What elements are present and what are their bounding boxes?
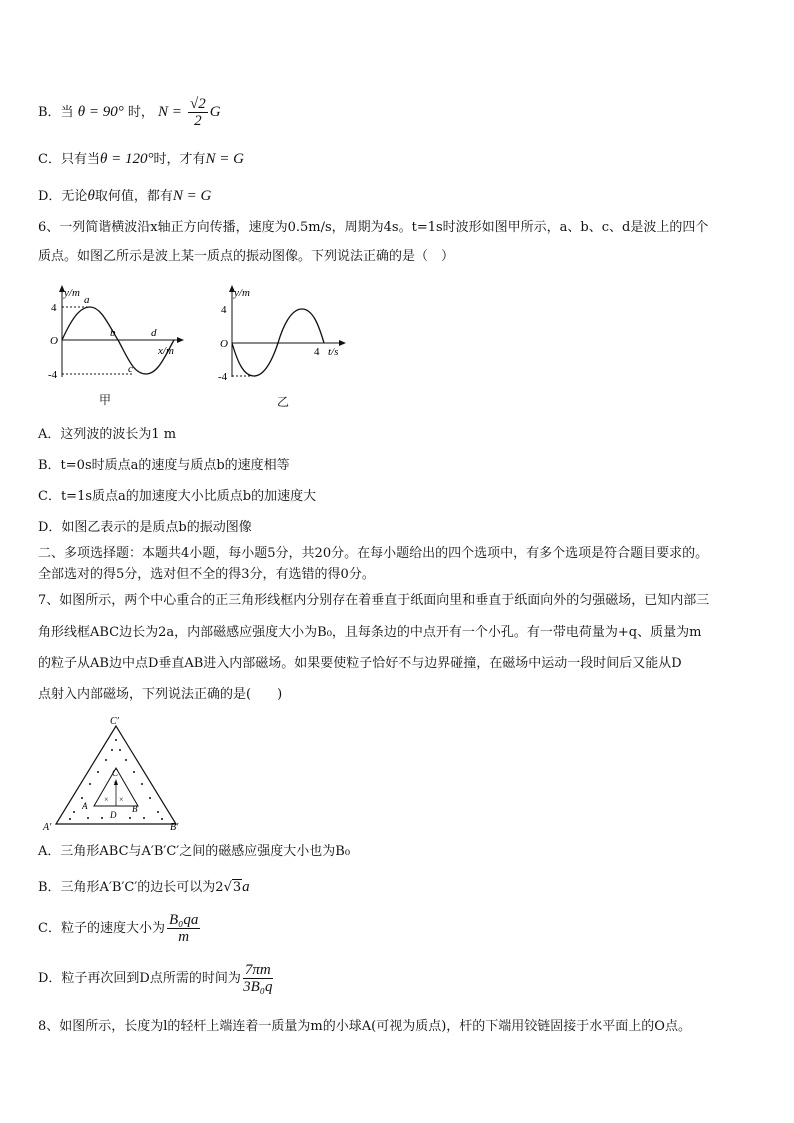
q6-graph-yi	[210, 282, 360, 382]
q7-optd-prefix: D．粒子再次回到D点所需的时间为	[38, 971, 241, 986]
q6-option-c: C．t=1s质点a的加速度大小比质点b的加速度大	[38, 489, 317, 504]
q5-option-c	[38, 150, 244, 169]
q7-stem-line3: 的粒子从AB边中点D垂直AB进入内部磁场。如果要使粒子恰好不与边界碰撞，在磁场中运动一段时间后又能从D	[38, 656, 682, 671]
q7-optb-tail: a	[242, 879, 250, 895]
q7-optb-radicand: 3	[232, 880, 242, 895]
q7-optc-prefix: C．粒子的速度大小为	[38, 921, 165, 936]
jia-xlabel: x/m	[158, 345, 174, 357]
jia-ytick-top: 4	[51, 302, 57, 314]
svg-text:×: ×	[119, 795, 124, 804]
jia-caption: 甲	[99, 393, 112, 407]
label-b: B	[132, 804, 138, 814]
q7-stem-line1: 7、如图所示，两个中心重合的正三角形线框内分别存在着垂直于纸面向里和垂直于纸面向外的匀强磁场，已知内部三	[38, 593, 710, 608]
label-c-prime: C′	[110, 716, 119, 727]
q5-optb-den: 2	[194, 113, 202, 129]
q7-optb-sqrt: √3	[223, 880, 242, 895]
section2-line1: 二、多项选择题：本题共4小题，每小题5分，共20分。在每小题给出的四个选项中，有多个选项是符合题目要求的。	[38, 546, 709, 561]
q5-optb-tail: G	[209, 104, 221, 120]
yi-ytick-top: 4	[221, 304, 227, 316]
q8-stem-line1: 8、如图所示，长度为l的轻杆上端连着一质量为m的小球A(可视为质点)，杆的下端用铰链固接于水平面上的O点。	[38, 1019, 691, 1034]
label-b-prime: B′	[170, 822, 179, 833]
yi-xtick: 4	[314, 346, 320, 358]
q6-option-b: B．t=0s时质点a的速度与质点b的速度相等	[38, 458, 290, 473]
q7-option-b	[38, 878, 250, 897]
jia-point-a: a	[84, 294, 90, 306]
q5-optc-prefix: C．只有当	[38, 152, 100, 167]
jia-ytick-bottom: -4	[48, 369, 58, 381]
q7-option-c	[38, 909, 202, 949]
q5-optd-prefix: D．无论	[38, 189, 88, 204]
q7-option-d	[38, 959, 275, 999]
label-c: C	[112, 768, 119, 778]
yi-xlabel: t/s	[328, 346, 339, 358]
jia-point-d: d	[151, 327, 157, 339]
q6-graph-jia	[40, 282, 190, 382]
q5-optc-cond: θ = 120°	[99, 151, 154, 167]
yi-ylabel: y/m	[234, 287, 250, 299]
label-a-prime: A′	[43, 822, 52, 833]
yi-x-arrow	[339, 340, 346, 346]
q6-stem-line1: 6、一列简谐横波沿x轴正方向传播，速度为0.5m/s，周期为4s。t=1s时波形如图甲所示，a、b、c、d是波上的四个	[38, 220, 709, 235]
jia-x-arrow	[177, 337, 184, 343]
q5-optb-prefix: B．当	[38, 105, 74, 120]
svg-text:×: ×	[104, 795, 109, 804]
q5-optb-fraction	[188, 96, 208, 129]
q5-option-d	[38, 187, 211, 206]
jia-point-c: c	[128, 363, 133, 375]
q7-optd-num: 7πm	[244, 962, 271, 978]
q5-optb-cond: θ = 90°	[77, 104, 124, 120]
q5-optc-mid: 时，才有	[153, 152, 206, 167]
q7-triangle-figure	[40, 712, 190, 834]
q5-optb-lhs: N =	[158, 104, 182, 120]
q7-optc-num: B₀qa	[168, 912, 199, 928]
yi-ytick-bottom: -4	[218, 371, 228, 382]
q5-optd-eq: N = G	[172, 188, 212, 204]
q7-stem-line2: 角形线框ABC边长为2a，内部磁感应强度大小为B₀，且每条边的中点开有一个小孔。有一带电荷量为+q、质量为m	[38, 625, 702, 640]
label-d: D	[110, 810, 117, 820]
q5-optc-eq: N = G	[205, 151, 244, 167]
q7-optb-prefix: B．三角形A′B′C′的边长可以为2	[38, 880, 224, 895]
q7-optd-den: 3B₀q	[243, 979, 273, 995]
yi-caption: 乙	[277, 395, 290, 409]
q6-option-a: A．这列波的波长为1 m	[38, 427, 177, 442]
label-a: A	[82, 801, 88, 811]
svg-text:×: ×	[113, 779, 118, 788]
q7-optc-den: m	[178, 929, 190, 945]
q6-stem-line2: 质点。如图乙所示是波上某一质点的振动图像。下列说法正确的是（ ）	[38, 249, 455, 264]
q6-option-d: D．如图乙表示的是质点b的振动图像	[38, 520, 252, 535]
q5-optb-num: √2	[190, 96, 206, 112]
jia-origin: O	[50, 335, 58, 347]
section2-line2: 全部选对的得5分，选对但不全的得3分，有选错的得0分。	[38, 567, 375, 582]
jia-ylabel: y/m	[64, 287, 80, 299]
q5-optb-mid: 时，	[127, 105, 154, 120]
q7-optc-fraction	[167, 912, 200, 945]
q5-optd-cond: θ	[87, 188, 95, 204]
q5-optd-mid: 取何值，都有	[94, 189, 173, 204]
q7-option-a: A．三角形ABC与A′B′C′之间的磁感应强度大小也为B₀	[38, 844, 351, 859]
q7-stem-line4: 点射入内部磁场，下列说法正确的是( )	[38, 687, 283, 702]
q7-optd-fraction	[243, 962, 273, 995]
q5-option-b	[38, 92, 221, 132]
yi-origin: O	[220, 338, 228, 350]
jia-point-b: b	[110, 327, 116, 339]
